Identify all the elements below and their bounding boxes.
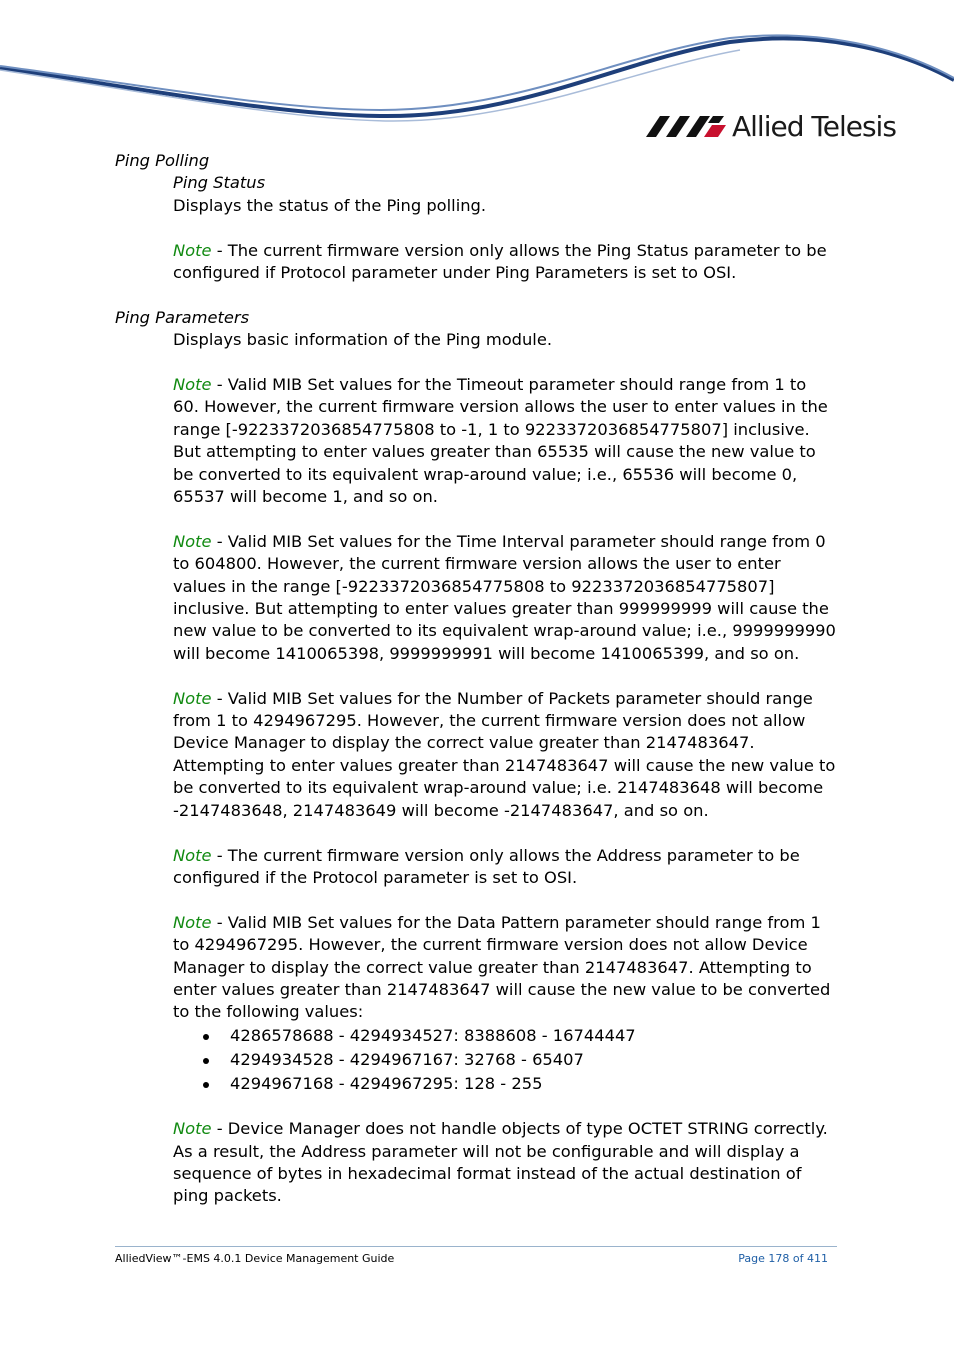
- list-item: 4294967168 - 4294967295: 128 - 255: [173, 1072, 837, 1096]
- list-item: 4294934528 - 4294967167: 32768 - 65407: [173, 1048, 837, 1072]
- note-label: Note: [173, 845, 212, 865]
- note-text: - Device Manager does not handle objects of type OCTET STRING correctly. As a result, the Address parameter will not be configurable and will display a sequence of bytes in hexadecimal format instead of the actual destination of ping packets.: [173, 1119, 828, 1206]
- note-label: Note: [173, 1119, 212, 1139]
- ping-parameters-description: Displays basic information of the Ping module.: [173, 330, 553, 350]
- note-paragraph: [173, 240, 837, 285]
- note-label: Note: [173, 240, 212, 260]
- allied-telesis-mark-icon: [646, 114, 726, 138]
- note-label: Note: [173, 375, 212, 395]
- note-paragraph-timeout: [173, 374, 837, 508]
- ping-parameters-block: [115, 329, 837, 1208]
- note-text: - The current firmware version only allows the Address parameter to be configured if the Protocol parameter is set to OSI.: [173, 845, 800, 887]
- note-label: Note: [173, 688, 212, 708]
- note-paragraph-time-interval: [173, 531, 837, 665]
- ping-status-description: Displays the status of the Ping polling.: [173, 195, 487, 215]
- section-title-ping-polling: Ping Polling: [115, 151, 210, 170]
- note-paragraph-data-pattern: [173, 912, 837, 1024]
- footer-divider: [115, 1246, 837, 1247]
- footer-document-title: AlliedView™-EMS 4.0.1 Device Management Guide: [115, 1252, 395, 1265]
- list-item: 4286578688 - 4294934527: 8388608 - 16744447: [173, 1024, 837, 1048]
- note-paragraph-octet-string: [173, 1118, 837, 1208]
- allied-telesis-logo: [646, 110, 898, 146]
- note-paragraph-address: [173, 845, 837, 890]
- logo-text: Allied Telesis: [732, 110, 896, 143]
- note-paragraph-number-of-packets: [173, 688, 837, 822]
- data-pattern-value-list: [173, 1024, 837, 1096]
- note-text: - The current firmware version only allows the Ping Status parameter to be configured if Protocol parameter under Ping Parameters is set to OSI.: [173, 240, 827, 283]
- document-body: [115, 150, 837, 1208]
- note-text: - Valid MIB Set values for the Data Pattern parameter should range from 1 to 4294967295. However, the current firmware version does not allow Device Manager to display the correct value greater than 2147483647. Attempting to enter values greater than 2147483647 will cause the new value to be converted to the following values:: [173, 912, 831, 1022]
- footer-page-number: Page 178 of 411: [738, 1252, 828, 1265]
- subsection-title-ping-status: Ping Status: [173, 173, 266, 193]
- ping-polling-block: [115, 172, 837, 284]
- note-label: Note: [173, 531, 212, 551]
- note-text: - Valid MIB Set values for the Time Interval parameter should range from 0 to 604800. However, the current firmware version allows the user to enter values in the range [-9223372036854775808 to 9223372036854775807] inclusive. But attempting to enter values greater than 999999999 will cause the new value to be converted to its equivalent wrap-around value; i.e., 9999999990 will become 1410065398, 9999999991 will become 1410065399, and so on.: [173, 531, 836, 663]
- note-text: - Valid MIB Set values for the Timeout parameter should range from 1 to 60. However, the current firmware version allows the user to enter values in the range [-9223372036854775808 to -1, 1 to 9223372036854775807] inclusive. But attempting to enter values greater than 65535 will cause the new value to be converted to its equivalent wrap-around value; i.e., 65536 will become 0, 65537 will become 1, and so on.: [173, 375, 828, 507]
- note-label: Note: [173, 912, 212, 932]
- note-text: - Valid MIB Set values for the Number of Packets parameter should range from 1 to 4294967295. However, the current firmware version does not allow Device Manager to display the correct value greater than 2147483647. Attempting to enter values greater than 2147483647 will cause the new value to be converted to its equivalent wrap-around value; i.e. 2147483648 will become -2147483648, 2147483649 will become -2147483647, and so on.: [173, 688, 836, 820]
- section-title-ping-parameters: Ping Parameters: [115, 307, 250, 327]
